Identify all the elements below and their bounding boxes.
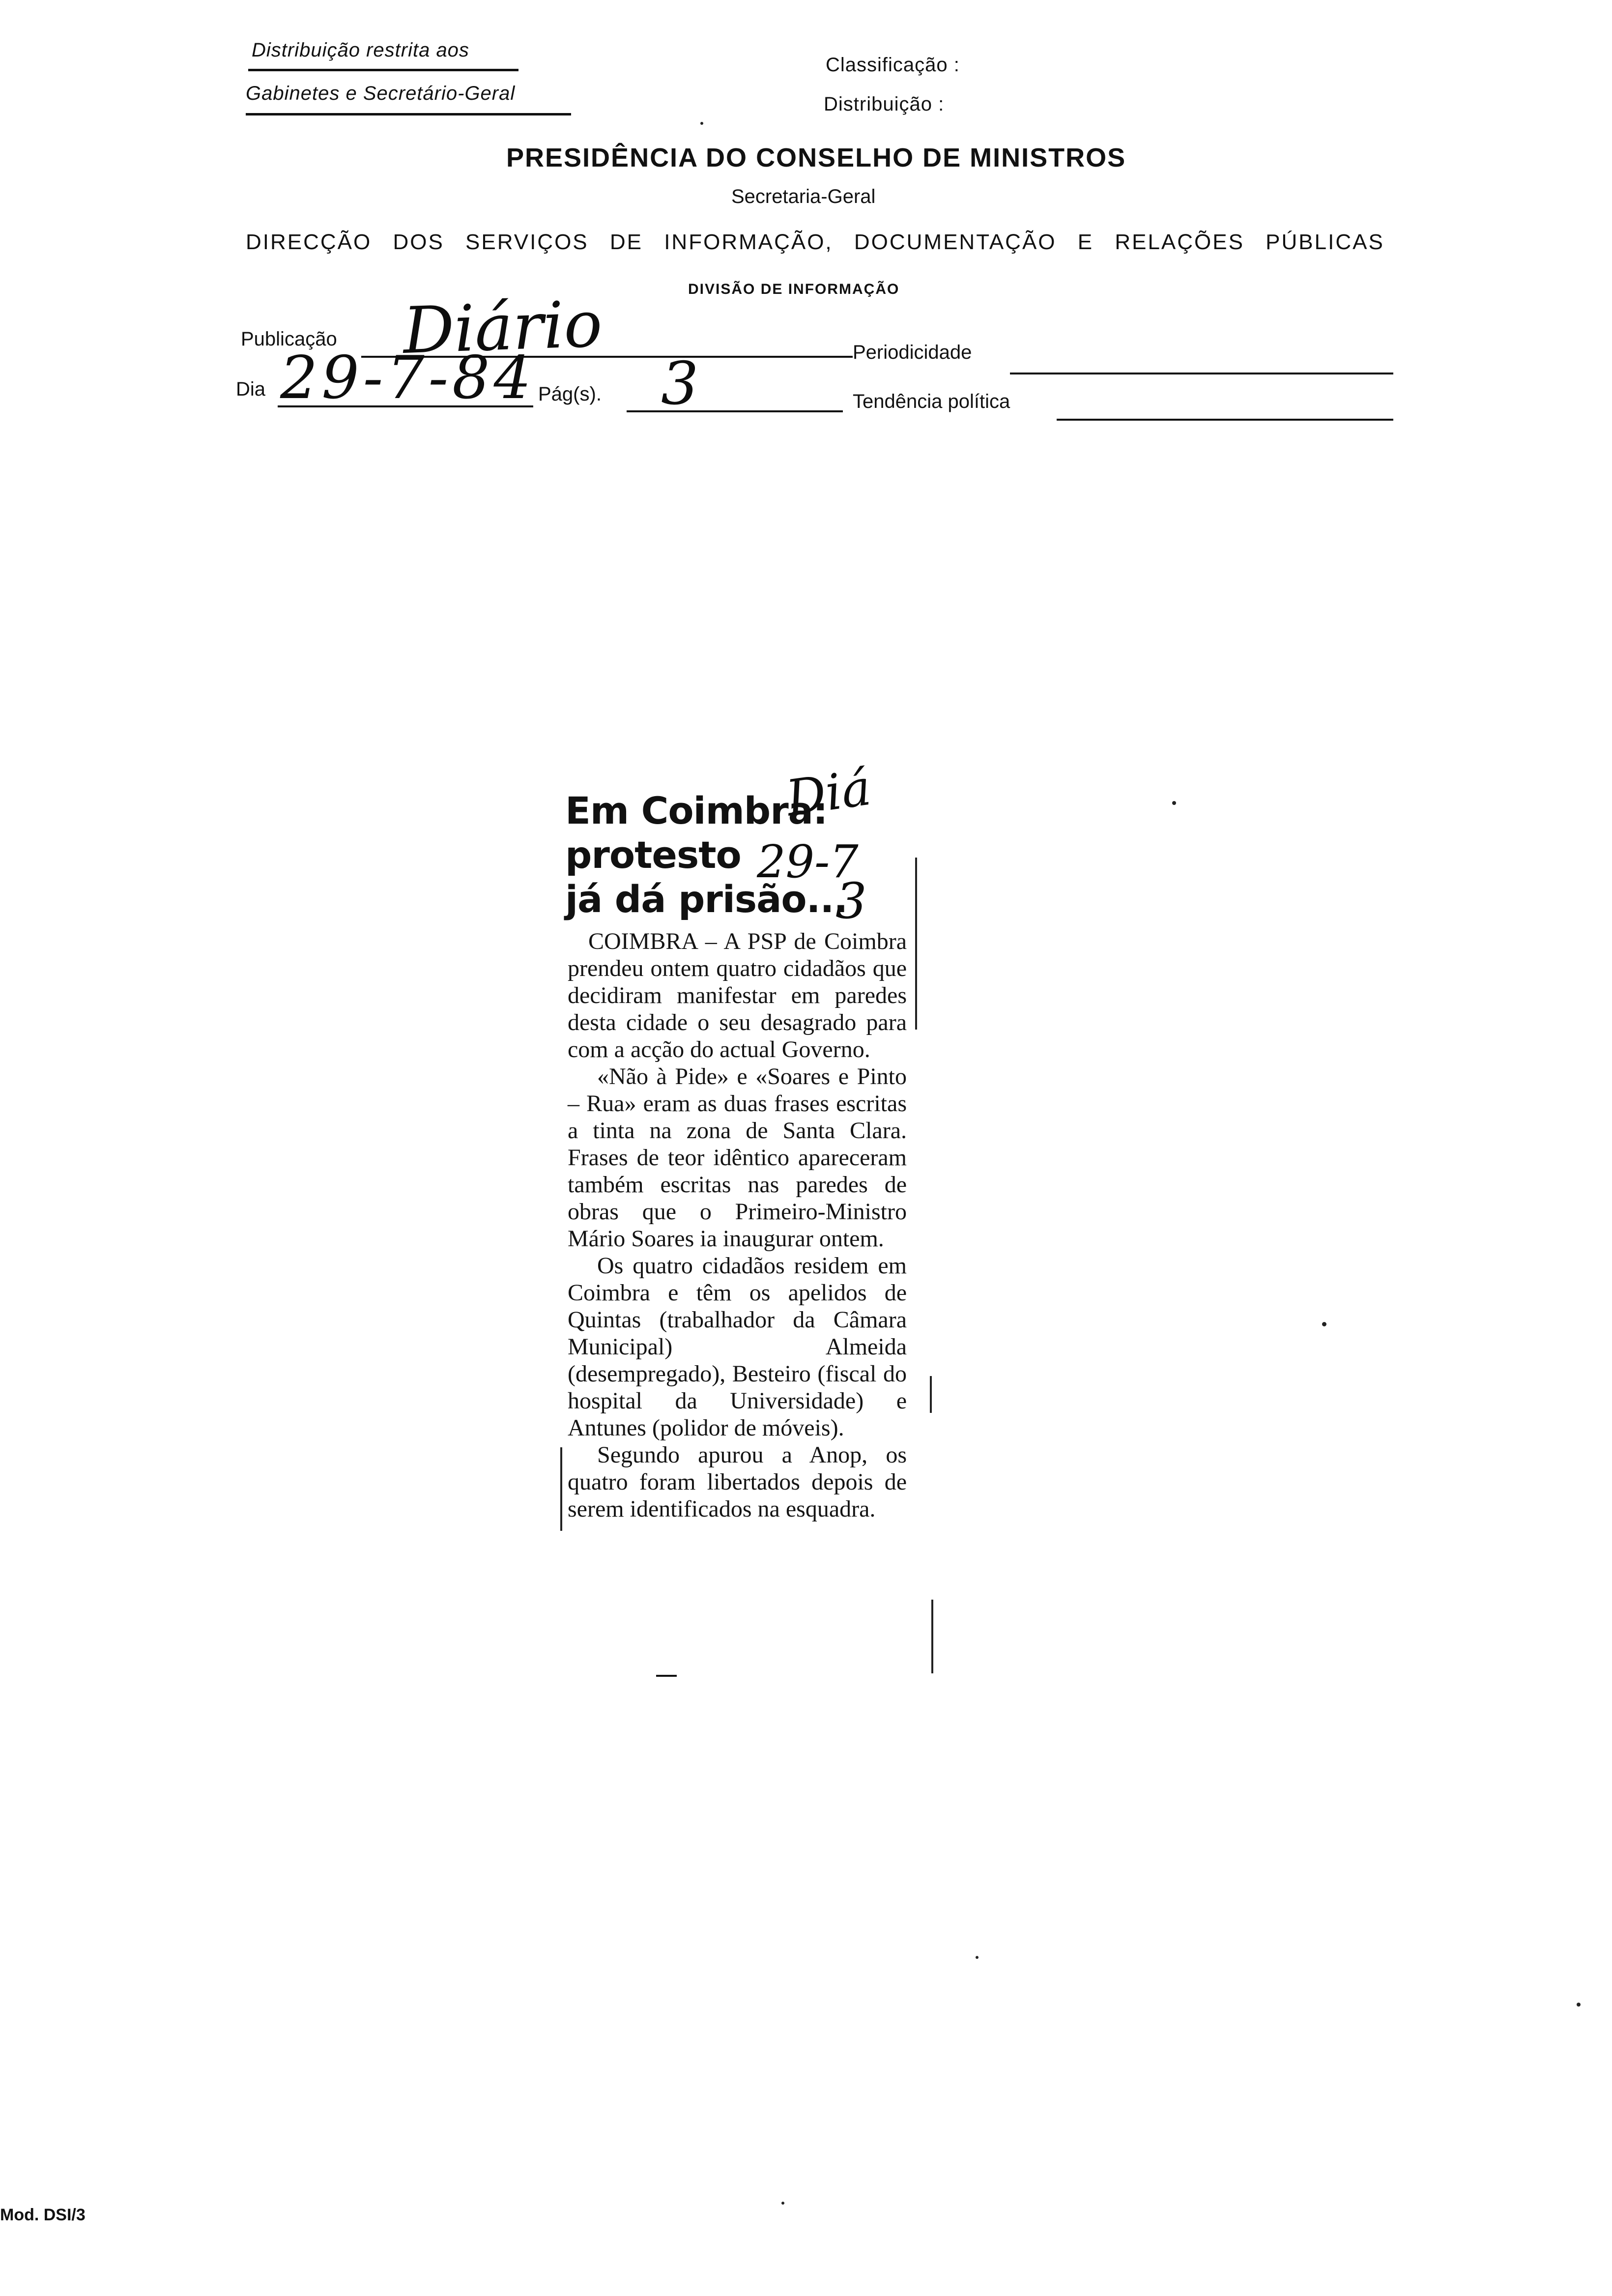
clipping-annotation-date: 29-7 (757, 835, 859, 888)
distribution-note-underline-2 (246, 113, 571, 115)
periodicidade-label: Periodicidade (853, 342, 972, 363)
publicacao-label: Publicação (241, 328, 337, 350)
periodicidade-line (1010, 373, 1393, 374)
publicacao-handwritten: Diário (402, 286, 604, 369)
dia-label: Dia (236, 378, 266, 400)
clipping-headline-line-1: Em Coimbra: (565, 789, 828, 832)
distribuicao-label: Distribuição : (824, 93, 945, 115)
tendencia-label: Tendência política (853, 391, 1010, 412)
clipping-end-dash (656, 1675, 677, 1677)
secretaria-geral: Secretaria-Geral (731, 186, 876, 207)
scan-speck (1322, 1322, 1326, 1326)
agency-title: PRESIDÊNCIA DO CONSELHO DE MINISTROS (506, 143, 1126, 172)
scan-speck (1172, 801, 1176, 805)
clipping-paragraph-3: Os quatro cidadãos residem em Coimbra e têm os apelidos de Quintas (trabalhador da Câmara Municipal) Almeida (desempregado), Besteiro (fiscal do hospital da Universidade) e Antunes (polidor de móveis). (568, 1253, 907, 1441)
scan-speck (700, 122, 703, 125)
pags-line (627, 410, 843, 412)
classificacao-label: Classificação : (826, 54, 960, 76)
direccao-title: DIRECÇÃO DOS SERVIÇOS DE INFORMAÇÃO, DOCUMENTAÇÃO E RELAÇÕES PÚBLICAS (246, 230, 1384, 254)
clipping-edge-mark-right-top (915, 858, 917, 1030)
clipping-headline-line-2: protesto (565, 833, 741, 877)
form-model-code: Mod. DSI/3 (0, 2206, 86, 2224)
clipping-edge-mark-right-mid (930, 1376, 932, 1413)
scan-speck (1577, 2003, 1581, 2007)
dia-handwritten: 29-7-84 (280, 344, 535, 412)
divisao-title: DIVISÃO DE INFORMAÇÃO (688, 281, 900, 297)
clipping-edge-mark-left (560, 1447, 562, 1531)
pags-label: Pág(s). (538, 383, 602, 405)
distribution-note-underline-1 (248, 69, 518, 71)
clipping-headline-line-3: já dá prisão... (565, 877, 848, 921)
distribution-note-line1: Distribuição restrita aos (252, 39, 469, 61)
clipping-annotation-page: 3 (835, 872, 867, 930)
distribution-note-line2: Gabinetes e Secretário-Geral (246, 83, 516, 104)
scan-speck (976, 1956, 979, 1959)
clipping-edge-mark-right-bottom (931, 1600, 933, 1673)
clipping-body (568, 928, 907, 1522)
clipping-annotation-publication: Diá (782, 758, 875, 828)
scan-speck (781, 2202, 784, 2205)
clipping-paragraph-2: «Não à Pide» e «Soares e Pinto – Rua» eram as duas frases escritas a tinta na zona de Santa Clara. Frases de teor idêntico apareceram também escritas nas paredes de obras que o Primeiro-Ministro Mário Soares ia inaugurar ontem. (568, 1063, 907, 1252)
tendencia-line (1057, 419, 1393, 421)
clipping-paragraph-4: Segundo apurou a Anop, os quatro foram libertados depois de serem identificados na esquadra. (568, 1442, 907, 1522)
pags-handwritten: 3 (661, 350, 699, 418)
clipping-paragraph-1: COIMBRA – A PSP de Coimbra prendeu ontem quatro cidadãos que decidiram manifestar em paredes desta cidade o seu desagrado para com a acção do actual Governo. (568, 928, 907, 1062)
